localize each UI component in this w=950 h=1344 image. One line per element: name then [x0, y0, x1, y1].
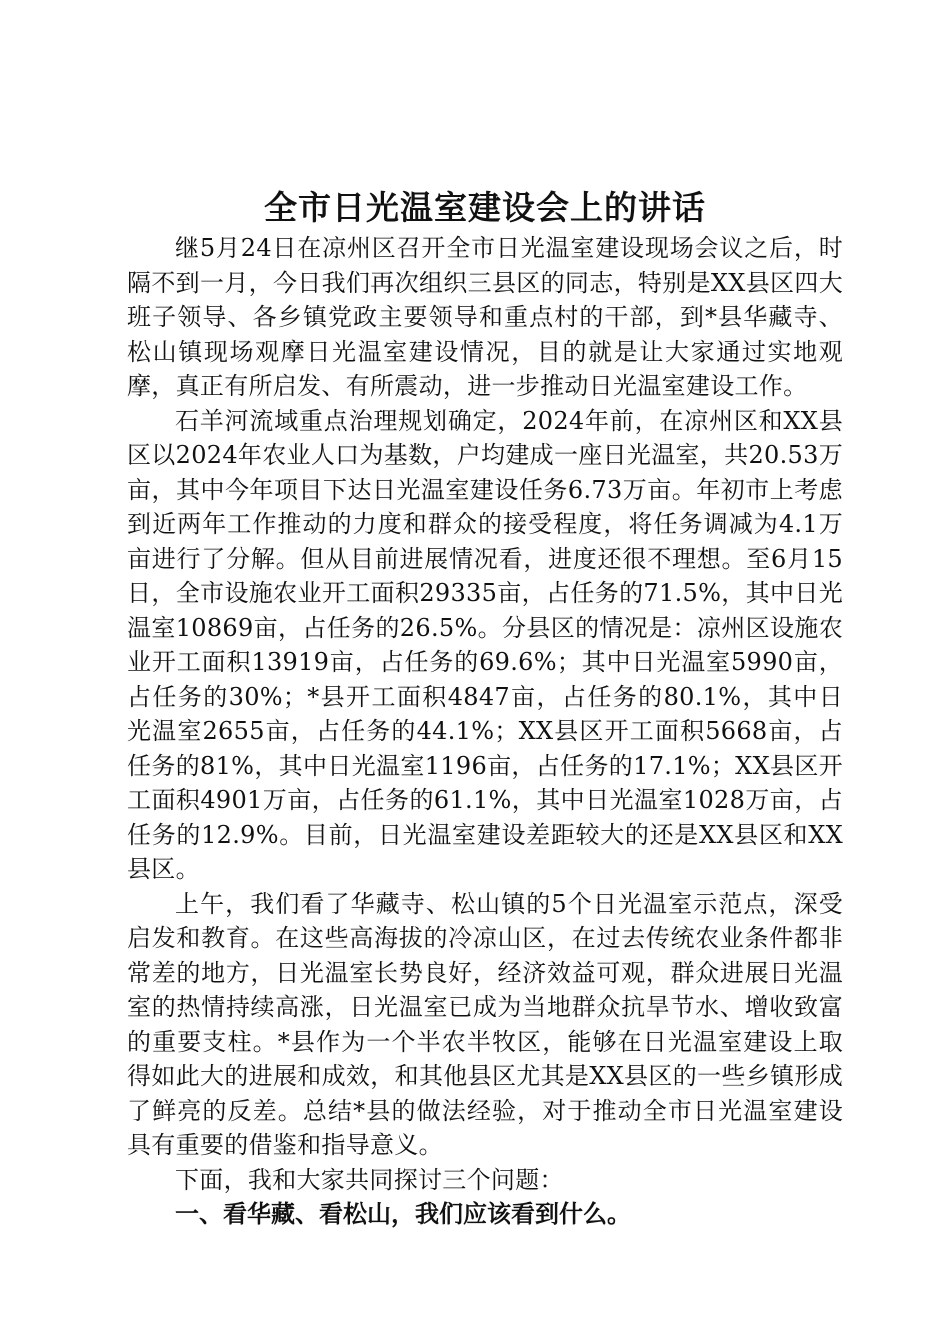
paragraph-observation: 上午，我们看了华藏寺、松山镇的5个日光温室示范点，深受启发和教育。在这些高海拔的冷凉山区，在过去传统农业条件都非常差的地方，日光温室长势良好，经济效益可观，群众进展日光温室的热情持续高涨，日光温室已成为当地群众抗旱节水、增收致富的重要支柱。*县作为一个半农半牧区，能够在日光温室建设上取得如此大的进展和成效，和其他县区尤其是XX县区的一些乡镇形成了鲜亮的反差。总结*县的做法经验，对于推动全市日光温室建设具有重要的借鉴和指导意义。 [127, 889, 843, 1159]
paragraph-intro: 继5月24日在凉州区召开全市日光温室建设现场会议之后，时隔不到一月，今日我们再次组织三县区的同志，特别是XX县区四大班子领导、各乡镇党政主要领导和重点村的干部，到*县华藏寺、松山镇现场观摩日光温室建设情况，目的就是让大家通过实地观摩，真正有所启发、有所震动，进一步推动日光温室建设工作。 [127, 234, 843, 400]
paragraph-progress: 石羊河流域重点治理规划确定，2024年前，在凉州区和XX县区以2024年农业人口为基数，户均建成一座日光温室，共20.53万亩，其中今年项目下达日光温室建设任务6.73万亩。年初市上考虑到近两年工作推动的力度和群众的接受程度，将任务调减为4.1万亩进行了分解。但从目前进展情况看，进度还很不理想。至6月15日，全市设施农业开工面积29335亩，占任务的71.5%，其中日光温室10869亩，占任务的26.5%。分县区的情况是：凉州区设施农业开工面积13919亩，占任务的69.6%；其中日光温室5990亩，占任务的30%；*县开工面积4847亩，占任务的80.1%，其中日光温室2655亩，占任务的44.1%；XX县区开工面积5668亩，占任务的81%，其中日光温室1196亩，占任务的17.1%；XX县区开工面积4901万亩，占任务的61.1%，其中日光温室1028万亩，占任务的12.9%。目前，日光温室建设差距较大的还是XX县区和XX县区。 [127, 406, 843, 883]
paragraph-transition: 下面，我和大家共同探讨三个问题： [175, 1165, 564, 1194]
document-page [127, 185, 843, 1232]
section-heading: 一、看华藏、看松山，我们应该看到什么。 [175, 1200, 631, 1228]
document-title: 全市日光温室建设会上的讲话 [264, 188, 706, 227]
